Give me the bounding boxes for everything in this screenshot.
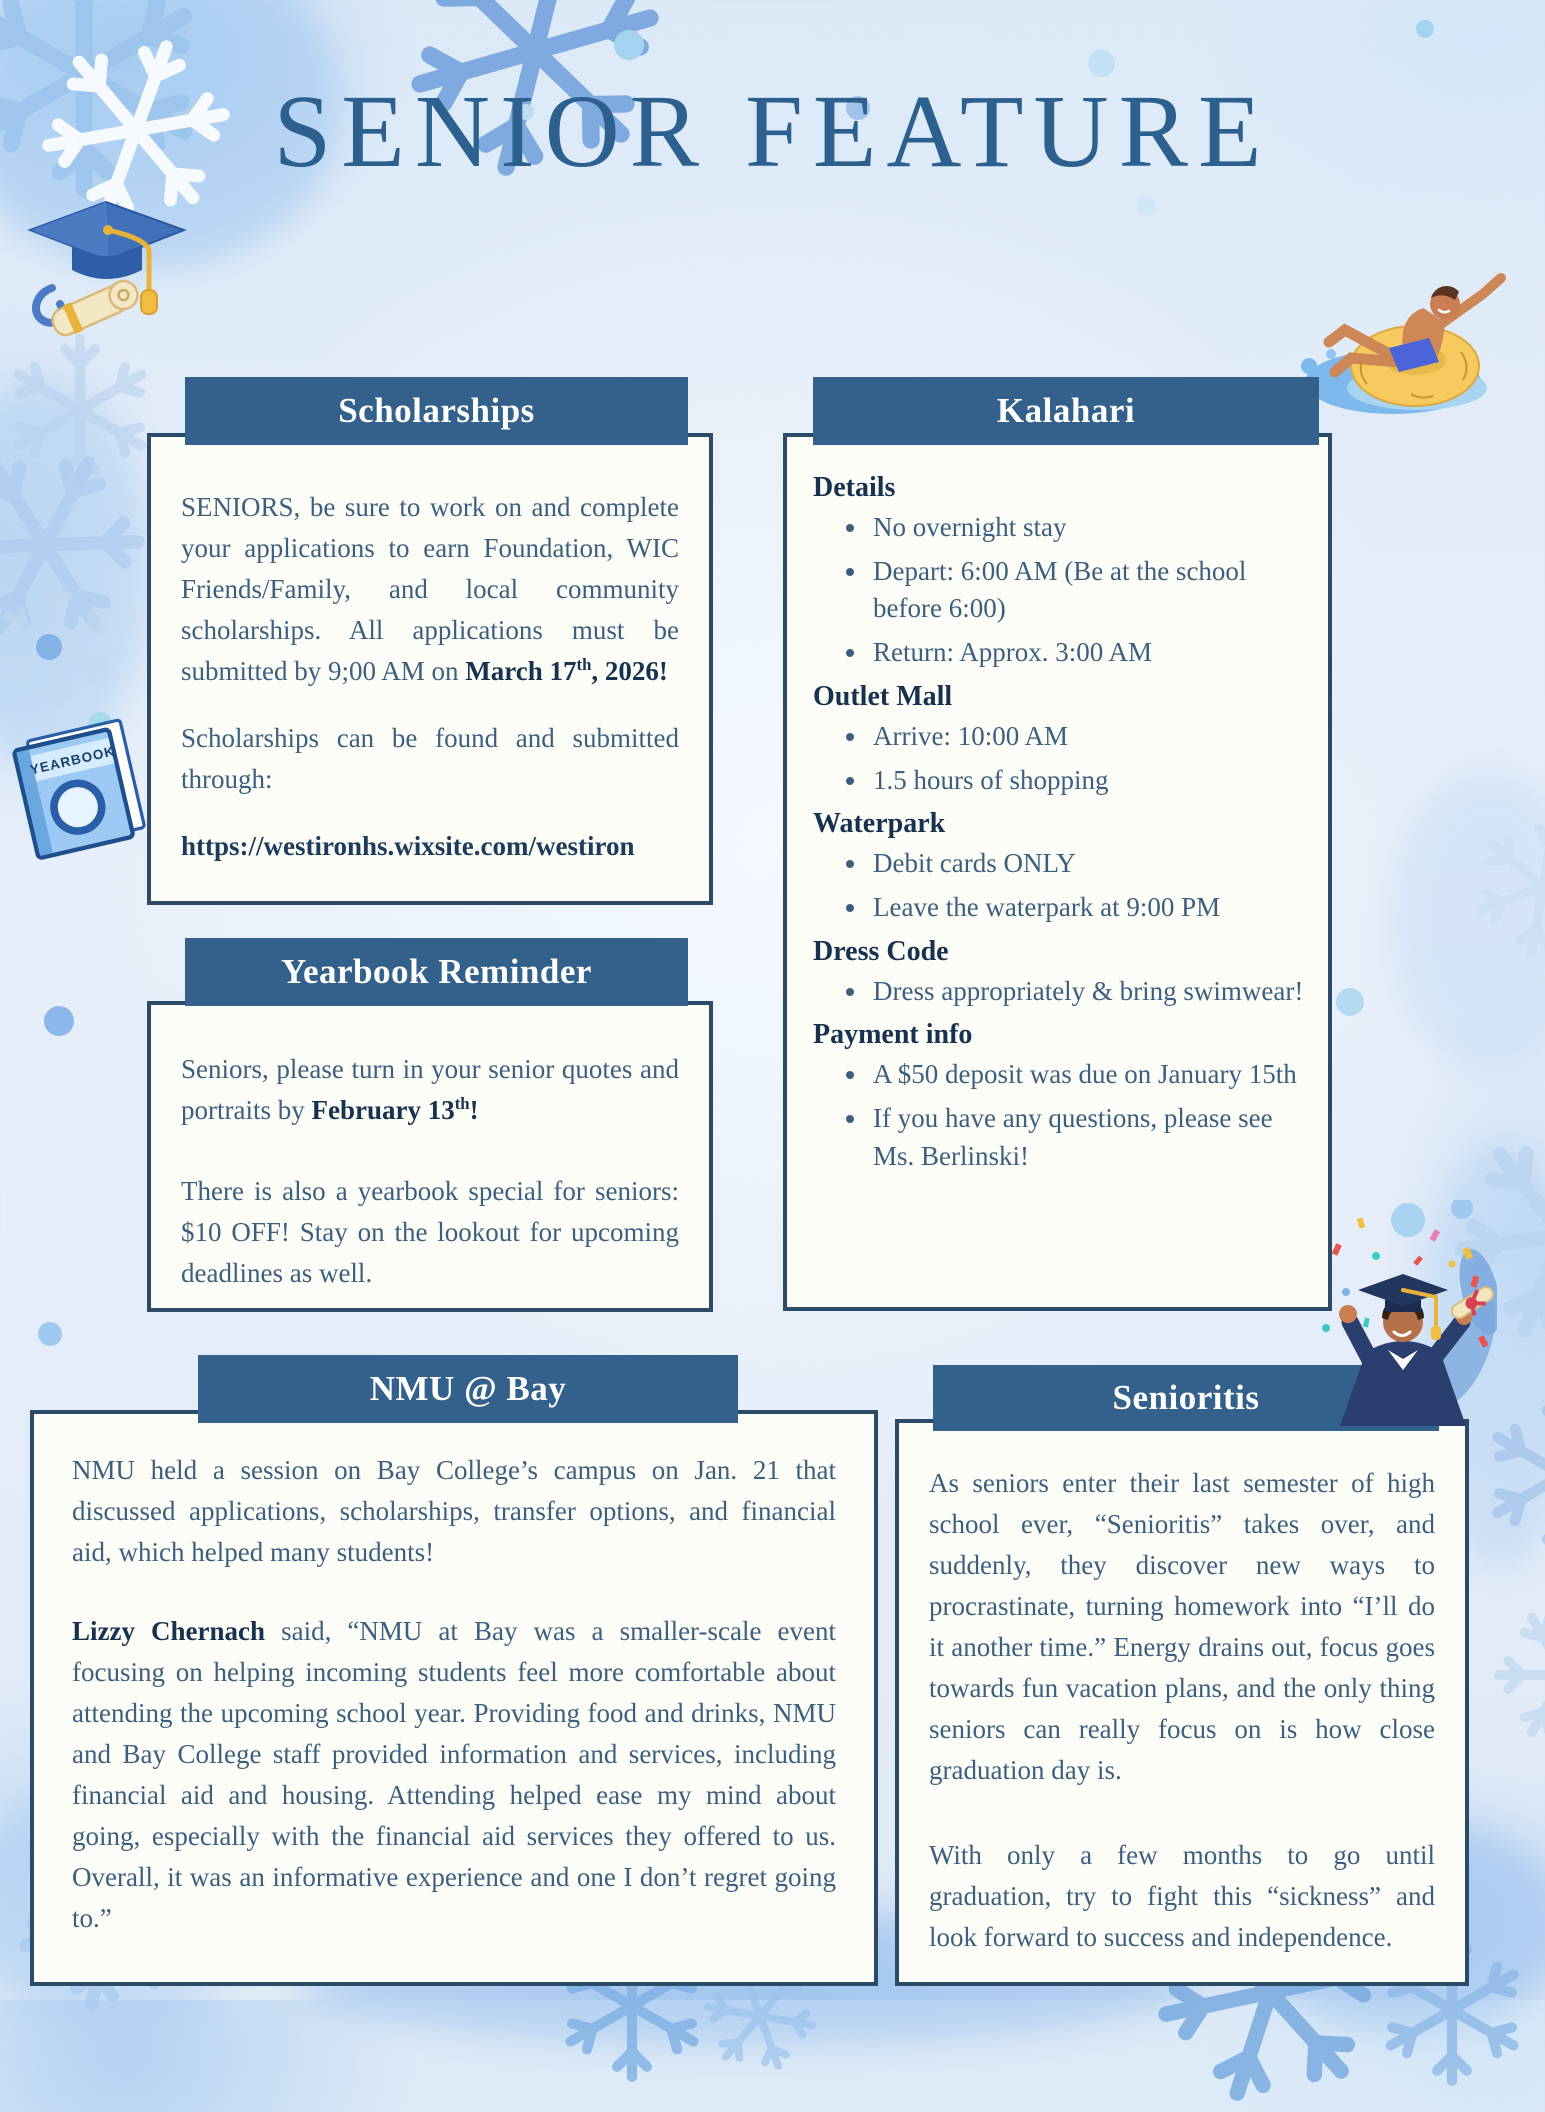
watercolor-dot: [38, 1322, 62, 1346]
snowflake-icon: [1490, 1600, 1545, 1750]
senioritis-paragraph-1: As seniors enter their last semester of high school ever, “Senioritis” takes over, and suddenly, they discover new ways to procrastinate, turning homework into “I’ll do it another time.” Energy drains out, focus goes towards fun vacation plans, and the only thing seniors can really focus on is how close graduation day is.: [929, 1468, 1435, 1786]
senioritis-paragraph-2: With only a few months to go until graduation, try to fight this “sickness” and look forward to success and independence.: [929, 1840, 1435, 1953]
nmu-paragraph-1: NMU held a session on Bay College’s campus on Jan. 21 that discussed applications, scholarships, transfer options, and financial aid, which helped many students!: [72, 1455, 836, 1568]
bullet-item: • If you have any questions, please see Ms. Berlinski!: [869, 1100, 1304, 1176]
bullet-item: • Arrive: 10:00 AM: [869, 718, 1304, 756]
scholarships-text: SENIORS, be sure to work on and complete your applications to earn Foundation, WIC Friends/Family, and local community scholarships. All applications must be submitted by 9;00 AM on: [181, 492, 679, 687]
watercolor-dot: [1136, 196, 1156, 216]
scholarships-deadline: March 17th, 2026!: [465, 655, 668, 687]
bullet-item: • Leave the waterpark at 9:00 PM: [869, 889, 1304, 927]
nmu-paragraph-2: Lizzy Chernach said, “NMU at Bay was a smaller-scale event focusing on helping incoming students feel more comfortable about attending the upcoming school year. Providing food and drinks, NMU and Bay College staff provided information and services, including financial aid and housing. Attending helped ease my mind about going, especially with the financial aid services they offered to us. Overall, it was an informative experience and one I don’t regret going to.”: [72, 1616, 836, 1934]
bullet-item: • Return: Approx. 3:00 AM: [869, 634, 1304, 672]
yearbook-panel: [147, 1001, 713, 1312]
kalahari-subheading-details: Details: [813, 472, 896, 503]
kalahari-subheading-waterpark: Waterpark: [813, 808, 946, 840]
bullet-item: • Depart: 6:00 AM (Be at the school before 6:00): [869, 553, 1304, 629]
section-header-senioritis: Senioritis: [933, 1365, 1439, 1431]
watercolor-dot: [44, 1006, 74, 1036]
scholarships-link[interactable]: https://westironhs.wixsite.com/westiron: [181, 831, 635, 862]
bullet-item: • No overnight stay: [869, 509, 1304, 547]
kalahari-subheading-dress-code: Dress Code: [813, 935, 949, 967]
scholarships-paragraph-2: Scholarships can be found and submitted through:: [181, 723, 679, 795]
kalahari-payment-info-list: [813, 1056, 1304, 1175]
yearbook-paragraph-1: Seniors, please turn in your senior quotes and portraits by February 13th!: [181, 1054, 679, 1126]
kalahari-subheading-outlet-mall: Outlet Mall: [813, 680, 953, 712]
senioritis-panel: [895, 1419, 1469, 1986]
watercolor-dot: [614, 30, 644, 60]
graduation-cap-icon: [22, 196, 192, 348]
watercolor-dot: [1336, 988, 1364, 1016]
yearbook-icon: [7, 714, 156, 870]
scholarships-panel: [147, 433, 713, 905]
yearbook-paragraph-2: There is also a yearbook special for seniors: $10 OFF! Stay on the lookout for upcoming deadlines as well.: [181, 1176, 679, 1289]
yearbook-icon-label: YEARBOOK: [28, 743, 117, 778]
bullet-item: • A $50 deposit was due on January 15th: [869, 1056, 1304, 1094]
nmu-panel: [30, 1410, 878, 1986]
watercolor-dot: [1416, 20, 1434, 38]
scholarships-paragraph-1: [181, 487, 679, 692]
kalahari-details-list: [813, 509, 1304, 672]
kalahari-waterpark-list: [813, 845, 1304, 927]
bullet-item: • Dress appropriately & bring swimwear!: [869, 973, 1304, 1011]
section-header-scholarships: Scholarships: [185, 377, 688, 445]
bullet-item: • Debit cards ONLY: [869, 845, 1304, 883]
tube-rider-illustration: [1293, 266, 1521, 424]
page-title: SENIOR FEATURE: [273, 74, 1272, 189]
section-header-nmu-bay: NMU @ Bay: [198, 1355, 738, 1423]
kalahari-dress-code-list: [813, 973, 1304, 1011]
watercolor-dot: [36, 634, 62, 660]
graduate-confetti-illustration: [1312, 1200, 1497, 1438]
kalahari-panel: [783, 433, 1332, 1311]
student-name: Lizzy Chernach: [72, 1616, 266, 1647]
snowflake-icon: [1468, 812, 1545, 962]
section-header-kalahari: Kalahari: [813, 377, 1319, 445]
kalahari-subheading-payment-info: Payment info: [813, 1019, 973, 1051]
bullet-item: • 1.5 hours of shopping: [869, 762, 1304, 800]
kalahari-outlet-mall-list: [813, 718, 1304, 800]
yearbook-deadline: February 13th!: [311, 1094, 479, 1126]
section-header-yearbook-reminder: Yearbook Reminder: [185, 938, 688, 1006]
